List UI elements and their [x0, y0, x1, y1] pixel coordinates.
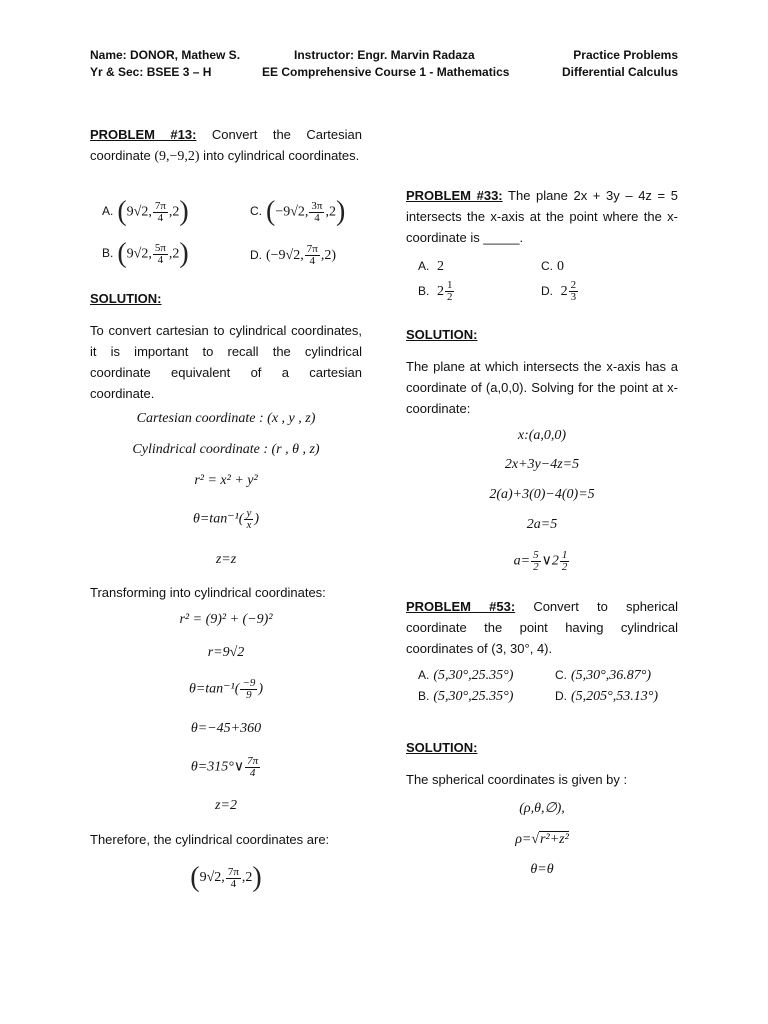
problem-53-intro: The spherical coordinates is given by :: [406, 772, 628, 787]
header-practice: Practice Problems: [573, 48, 678, 62]
p33-eq-substitute: 2(a)+3(0)−4(0)=5: [489, 487, 595, 502]
problem-13-intro: To convert cartesian to cylindrical coordinates, it is important to recall the cylindrical coordinate equivalent of a cartesian coordinate.: [90, 323, 362, 401]
problem-13-answer: (9√2, $\frac{7\pi}{4}$ ,2): [190, 862, 262, 893]
eq-theta-degrees: θ=−45+360: [190, 721, 262, 736]
problem-53-solution-title: SOLUTION:: [406, 740, 478, 755]
problem-33-title: PROBLEM #33:: [406, 188, 503, 203]
eq-theta-value: θ=tan⁻¹( $\frac{-9}{9}$ ): [188, 677, 264, 701]
p53-eq-spherical: (ρ,θ,∅),: [519, 801, 565, 816]
problem-53-option-d: D. (5,205°,53.13°): [555, 689, 659, 704]
eq-z-def: z=z: [215, 552, 237, 567]
problem-13-solution-title: SOLUTION:: [90, 291, 162, 306]
eq-r-squared: r² = x² + y²: [194, 473, 258, 488]
problem-33-option-b: B. 2 $\frac{1}{2}$: [418, 279, 453, 303]
eq-r-squared-value: r² = (9)² + (−9)²: [179, 612, 273, 627]
header-course: EE Comprehensive Course 1 - Mathematics: [262, 65, 510, 79]
eq-r-value: r=9√2: [207, 645, 245, 660]
header-yr-sec: Yr & Sec: BSEE 3 – H: [90, 65, 212, 79]
problem-33-option-a: A. 2: [418, 259, 444, 274]
problem-53-option-c: C. (5,30°,36.87°): [555, 668, 652, 683]
problem-33-text: The plane 2x + 3y – 4z = 5 intersects the x-axis at the point where the x-coordinate is _____.: [406, 188, 678, 245]
eq-z-value: z=2: [215, 798, 237, 813]
problem-53-text: Convert to spherical coordinate the point having cylindrical coordinates of (3, 30°, 4).: [406, 599, 678, 656]
p33-eq-plane: 2x+3y−4z=5: [504, 457, 580, 472]
eq-cylindrical: Cylindrical coordinate : (r , θ , z): [132, 442, 320, 457]
problem-53-statement: [406, 596, 678, 659]
problem-13-title: PROBLEM #13:: [90, 127, 197, 142]
problem-13-option-a: A. (9√2, $\frac{7\pi}{4}$ ,2): [102, 196, 189, 227]
problem-13-coord: (9,−9,2): [154, 149, 200, 164]
problem-13-therefore: Therefore, the cylindrical coordinates are:: [90, 832, 330, 847]
eq-theta-def: θ=tan⁻¹( $\frac{y}{x}$ ): [192, 507, 260, 531]
problem-13-option-d: D. (−9√2, $\frac{7\pi}{4}$ ,2): [250, 243, 336, 267]
p53-eq-theta: θ=θ: [530, 862, 554, 877]
problem-13-option-c: C. (−9√2, $\frac{3\pi}{4}$ ,2): [250, 196, 346, 227]
problem-13-option-b: B. (9√2, $\frac{5\pi}{4}$ ,2): [102, 238, 189, 269]
eq-theta-315: θ=315°∨ $\frac{7\pi}{4}$: [190, 755, 259, 779]
p33-eq-point: x:(a,0,0): [517, 428, 567, 443]
problem-33-solution-title: SOLUTION:: [406, 327, 478, 342]
header-name: Name: DONOR, Mathew S.: [90, 48, 241, 62]
problem-13-text-a: Convert the Cartesian coordinate: [90, 127, 362, 163]
problem-13-transform-text: Transforming into cylindrical coordinates:: [90, 585, 326, 600]
problem-53-option-a: A. (5,30°,25.35°): [418, 668, 514, 683]
problem-13-text-b: into cylindrical coordinates.: [199, 148, 360, 163]
p33-eq-a-value: a= $\frac{5}{2}$ ∨2 $\frac{1}{2}$: [513, 549, 568, 573]
problem-33-option-c: C. 0: [541, 259, 564, 274]
header-instructor: Instructor: Engr. Marvin Radaza: [294, 48, 475, 62]
header-topic: Differential Calculus: [561, 65, 678, 79]
problem-33-statement: [406, 185, 678, 248]
eq-cartesian: Cartesian coordinate : (x , y , z): [136, 411, 316, 426]
p33-eq-2a: 2a=5: [526, 517, 558, 532]
problem-33-option-d: D. 2 $\frac{2}{3}$: [541, 279, 577, 303]
problem-13-statement: [90, 124, 362, 167]
problem-53-option-b: B. (5,30°,25.35°): [418, 689, 514, 704]
problem-33-intro: The plane at which intersects the x-axis has a coordinate of (a,0,0). Solving for the point at x-coordinate:: [406, 359, 678, 416]
p53-eq-rho: ρ=√r²+z²: [515, 832, 569, 847]
problem-53-title: PROBLEM #53:: [406, 599, 516, 614]
